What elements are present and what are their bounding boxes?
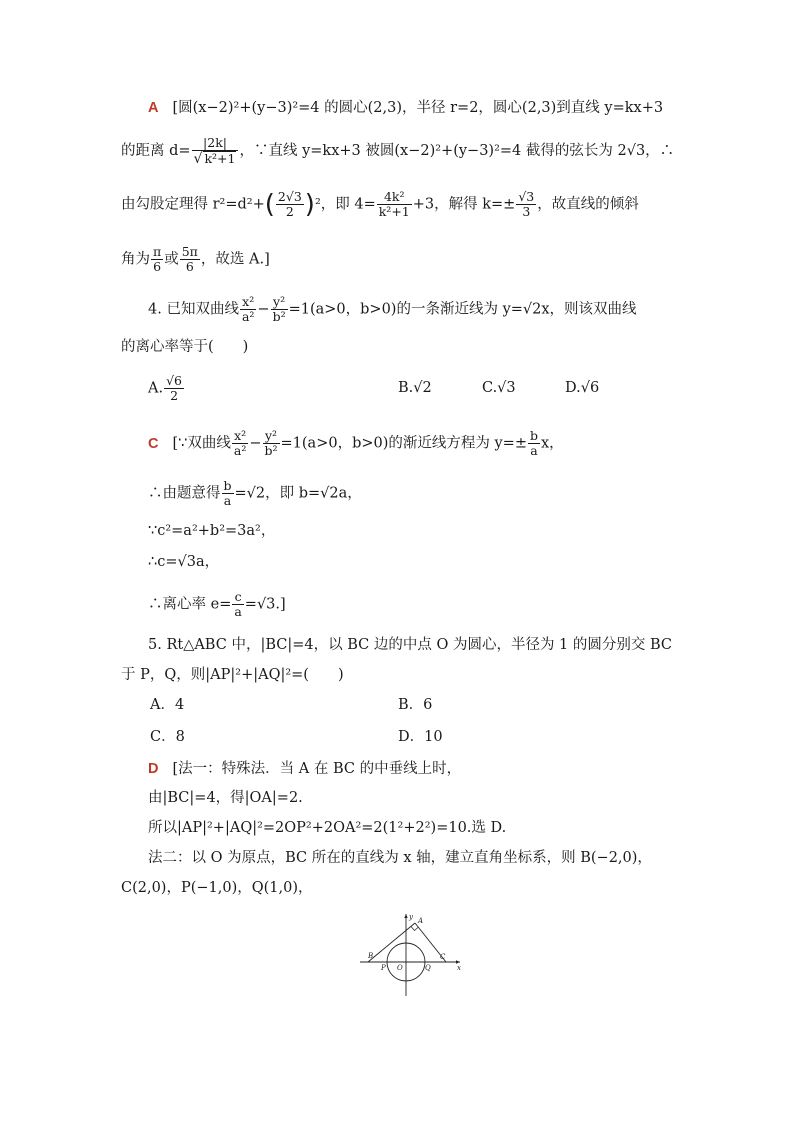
label-x: x — [457, 964, 461, 972]
label-a: A — [418, 917, 424, 925]
solution3-line2: 的距离 d= $\frac{|2k|}{\text{√ k²+1}}$ ，∵直线 y=kx+3 被圆(x−2)²+(y−3)²=4 截得的弦长为 2√3，∴ — [121, 135, 675, 167]
label-y: y — [409, 913, 413, 921]
solution3-line4: 角为 $\frac{\pi}{6}$ 或 $\frac{5\pi}{6}$ ，故选 A.] — [121, 244, 270, 274]
solution5-line5: C(2,0)，P(−1,0)，Q(1,0)， — [121, 880, 313, 896]
solution4-line2: ∴由题意得 $\frac{b}{a}$ =√2，即 b=√2a， — [148, 478, 362, 508]
question4-option-b: B.√2 — [398, 380, 432, 396]
question5-line2: 于 P，Q，则|AP|²+|AQ|²=( ) — [121, 667, 344, 683]
question5-option-c: C．8 — [150, 729, 185, 745]
answer-letter: A — [148, 100, 159, 116]
question4-option-d: D.√6 — [565, 380, 600, 396]
question5-option-b: B．6 — [398, 697, 433, 713]
question5-option-d: D．10 — [398, 729, 443, 745]
answer-letter: D — [148, 761, 159, 777]
question5-option-a: A．4 — [150, 697, 185, 713]
question4-line1: 4. 已知双曲线 $\frac{\text{x²}}{\text{a²}}$ − $\frac{\text{y²}}{\text{b²}}$ =1(a>0，b>0)的一条渐近线为 y=√2x，则该双曲线 — [148, 294, 637, 324]
right-angle-mark — [411, 927, 419, 931]
label-o: O — [397, 964, 403, 972]
solution5-line2: 由|BC|=4，得|OA|=2. — [148, 790, 303, 806]
question4-option-a: A. $\frac{√6}{2}$ — [148, 373, 183, 403]
question4-line2: 的离心率等于( ) — [121, 339, 249, 355]
solution5-line4: 法二：以 O 为原点，BC 所在的直线为 x 轴，建立直角坐标系，则 B(−2,0)， — [148, 850, 652, 866]
label-b: B — [368, 952, 374, 960]
solution3-line3: 由勾股定理得 r²=d²+( $\frac{2√3}{2}$ )²，即 4= $\frac{\text{4k²}}{\text{k²+1}}$ +3，解得 k=± $\frac{√3}{3}$ ，故直线的倾斜 — [121, 189, 639, 220]
solution4-line5: ∴离心率 e= $\frac{c}{a}$ =√3.] — [148, 589, 286, 619]
fraction: $\frac{|2k|}{\text{√ k²+1}}$ — [192, 136, 239, 166]
geometry-figure — [354, 910, 466, 1000]
label-q: Q — [425, 964, 431, 972]
question5-line1: 5. Rt△ABC 中，|BC|=4，以 BC 边的中点 O 为圆心，半径为 1 的圆分别交 BC — [148, 637, 673, 653]
solution4-line4: ∴c=√3a， — [148, 554, 220, 570]
question4-option-c: C.√3 — [482, 380, 516, 396]
solution4-line3: ∵c²=a²+b²=3a²， — [148, 523, 276, 539]
label-c: C — [440, 953, 446, 961]
answer-letter: C — [148, 435, 159, 452]
solution3-line1: A [圆(x−2)²+(y−3)²=4 的圆心(2,3)，半径 r=2，圆心(2,3)到直线 y=kx+3 — [148, 100, 664, 116]
solution5-line3: 所以|AP|²+|AQ|²=2OP²+2OA²=2(1²+2²)=10.选 D. — [148, 820, 507, 836]
y-axis-arrow — [404, 914, 407, 918]
label-p: P — [381, 964, 386, 972]
solution4-line1: C [∵双曲线 $\frac{\text{x²}}{\text{a²}}$ − $\frac{\text{y²}}{\text{b²}}$ =1(a>0，b>0)的渐近线方程为 y=± $\frac{b}{a}$ x， — [148, 428, 564, 458]
solution5-line1: D [法一：特殊法．当 A 在 BC 的中垂线上时， — [148, 761, 462, 777]
segment-ab — [368, 923, 415, 962]
